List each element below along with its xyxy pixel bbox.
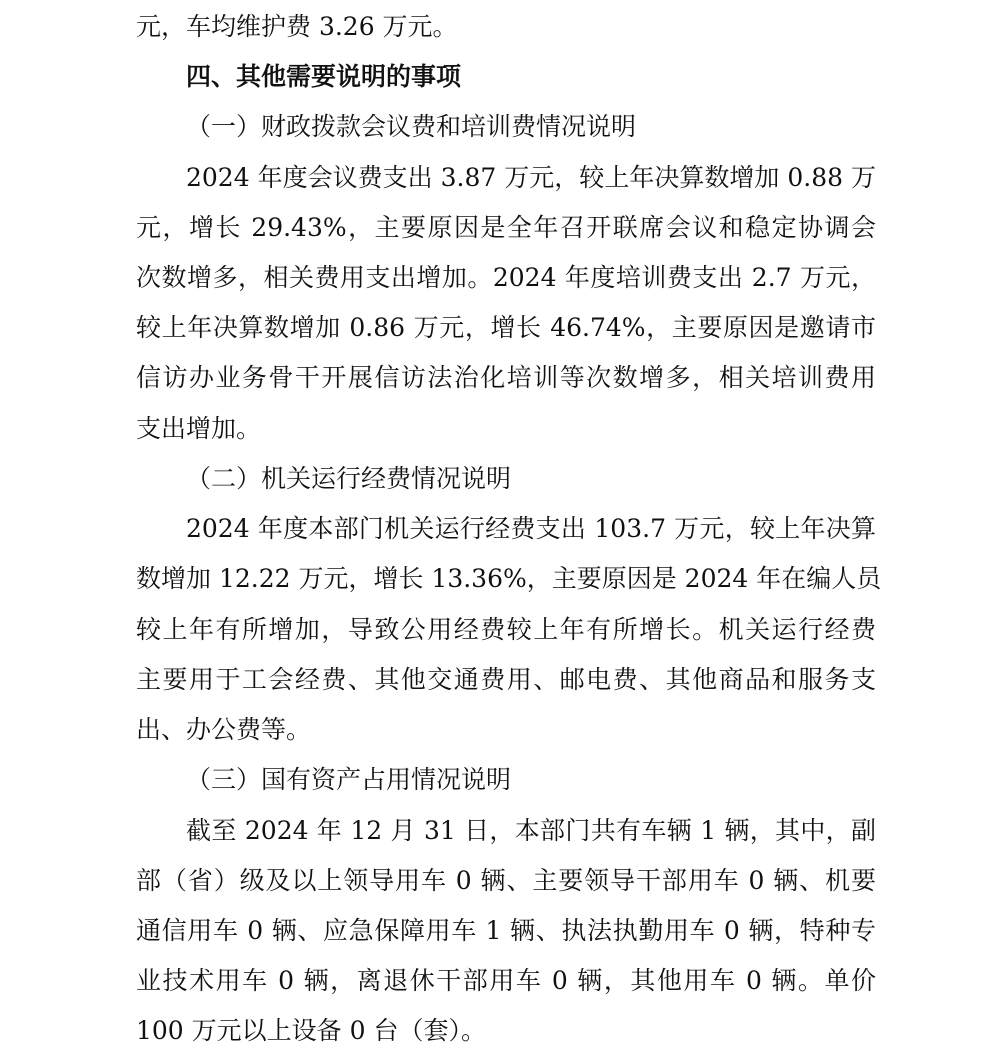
paragraph-line: 100 万元以上设备 0 台（套）。	[136, 1016, 486, 1045]
paragraph-line: 数增加 12.22 万元，增长 13.36%，主要原因是 2024 年在编人员	[136, 564, 882, 593]
paragraph-line: 支出增加。	[136, 414, 262, 443]
subsection-heading: （一）财政拨款会议费和培训费情况说明	[186, 112, 637, 141]
paragraph-line: 截至 2024 年 12 月 31 日，本部门共有车辆 1 辆，其中，副	[186, 816, 876, 845]
paragraph-line: 次数增多，相关费用支出增加。2024 年度培训费支出 2.7 万元，	[136, 263, 876, 292]
paragraph-line: 2024 年度会议费支出 3.87 万元，较上年决算数增加 0.88 万	[186, 163, 876, 192]
subsection-heading: （三）国有资产占用情况说明	[186, 765, 512, 794]
paragraph-line: 元，车均维护费 3.26 万元。	[136, 12, 458, 41]
paragraph-line: 部（省）级及以上领导用车 0 辆、主要领导干部用车 0 辆、机要	[136, 866, 876, 895]
paragraph-line: 较上年有所增加，导致公用经费较上年有所增长。机关运行经费	[136, 615, 876, 644]
paragraph-line: 较上年决算数增加 0.86 万元，增长 46.74%，主要原因是邀请市	[136, 313, 876, 342]
paragraph-line: 元，增长 29.43%，主要原因是全年召开联席会议和稳定协调会	[136, 213, 876, 242]
paragraph-line: 业技术用车 0 辆，离退休干部用车 0 辆，其他用车 0 辆。单价	[136, 966, 876, 995]
paragraph-line: 主要用于工会经费、其他交通费用、邮电费、其他商品和服务支	[136, 665, 876, 694]
paragraph-line: 出、办公费等。	[136, 715, 312, 744]
paragraph-line: 信访办业务骨干开展信访法治化培训等次数增多，相关培训费用	[136, 363, 876, 392]
paragraph-line: 通信用车 0 辆、应急保障用车 1 辆、执法执勤用车 0 辆，特种专	[136, 916, 876, 945]
subsection-heading: （二）机关运行经费情况说明	[186, 464, 512, 493]
section-heading: 四、其他需要说明的事项	[186, 62, 462, 91]
paragraph-line: 2024 年度本部门机关运行经费支出 103.7 万元，较上年决算	[186, 514, 876, 543]
